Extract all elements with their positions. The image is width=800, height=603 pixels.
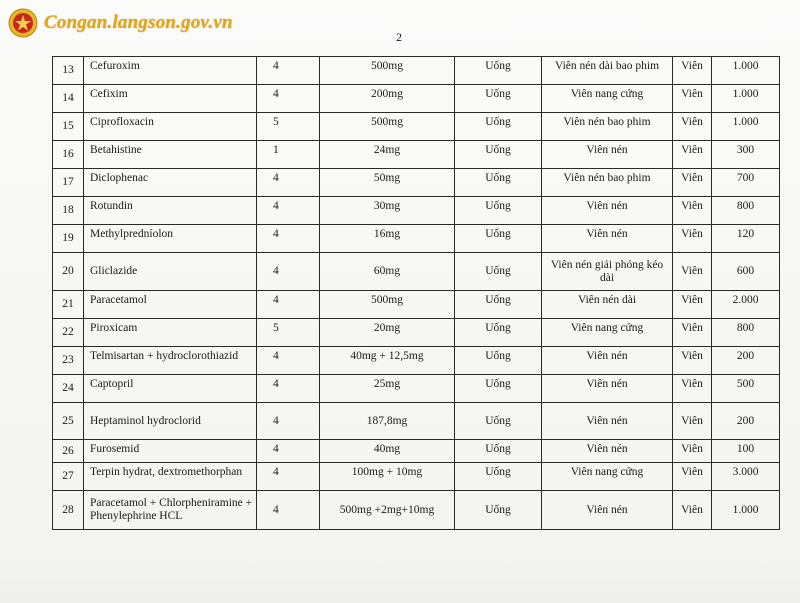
cell-route: Uống [455,169,542,197]
cell-stt: 16 [53,141,84,169]
watermark [8,6,233,40]
cell-unit: Viên [673,113,712,141]
cell-unit: Viên [673,85,712,113]
cell-stt: 14 [53,85,84,113]
cell-form: Viên nén dài bao phim [542,57,673,85]
cell-route: Uống [455,347,542,375]
cell-qty: 800 [712,319,780,347]
cell-name: Cefixim [84,85,257,113]
cell-stt: 19 [53,225,84,253]
cell-form: Viên nang cứng [542,319,673,347]
cell-qty: 2.000 [712,291,780,319]
cell-conc: 200mg [320,85,455,113]
cell-route: Uống [455,85,542,113]
cell-qty: 800 [712,197,780,225]
cell-qty: 1.000 [712,57,780,85]
cell-route: Uống [455,491,542,530]
cell-form: Viên nén [542,403,673,440]
police-emblem-icon [8,8,38,38]
cell-qty: 120 [712,225,780,253]
table-row [53,113,780,141]
cell-form: Viên nén [542,225,673,253]
cell-group: 4 [257,57,320,85]
cell-route: Uống [455,319,542,347]
cell-route: Uống [455,463,542,491]
cell-group: 4 [257,463,320,491]
table-row [53,225,780,253]
cell-unit: Viên [673,169,712,197]
table-row [53,347,780,375]
cell-conc: 25mg [320,375,455,403]
cell-unit: Viên [673,403,712,440]
cell-name: Captopril [84,375,257,403]
cell-group: 4 [257,491,320,530]
cell-qty: 500 [712,375,780,403]
cell-conc: 500mg [320,291,455,319]
cell-stt: 21 [53,291,84,319]
table-row [53,491,780,530]
cell-name: Betahistine [84,141,257,169]
cell-form: Viên nén [542,197,673,225]
cell-stt: 15 [53,113,84,141]
cell-stt: 23 [53,347,84,375]
cell-stt: 22 [53,319,84,347]
cell-group: 5 [257,319,320,347]
cell-unit: Viên [673,225,712,253]
cell-route: Uống [455,197,542,225]
table-row [53,403,780,440]
cell-qty: 700 [712,169,780,197]
cell-conc: 500mg [320,57,455,85]
cell-route: Uống [455,225,542,253]
table-row [53,440,780,463]
cell-conc: 60mg [320,253,455,291]
cell-unit: Viên [673,491,712,530]
cell-group: 4 [257,347,320,375]
cell-conc: 50mg [320,169,455,197]
cell-conc: 30mg [320,197,455,225]
cell-group: 4 [257,375,320,403]
cell-route: Uống [455,440,542,463]
cell-stt: 18 [53,197,84,225]
cell-conc: 16mg [320,225,455,253]
cell-group: 4 [257,197,320,225]
cell-route: Uống [455,57,542,85]
cell-qty: 300 [712,141,780,169]
cell-group: 5 [257,113,320,141]
cell-unit: Viên [673,347,712,375]
cell-form: Viên nén giải phóng kéo dài [542,253,673,291]
page-number: 2 [396,30,402,44]
table-row [53,319,780,347]
table-row [53,291,780,319]
cell-name: Diclophenac [84,169,257,197]
cell-stt: 20 [53,253,84,291]
cell-group: 4 [257,291,320,319]
cell-stt: 17 [53,169,84,197]
cell-group: 4 [257,253,320,291]
cell-route: Uống [455,403,542,440]
cell-conc: 500mg [320,113,455,141]
cell-form: Viên nang cứng [542,463,673,491]
cell-name: Ciprofloxacin [84,113,257,141]
cell-form: Viên nén [542,440,673,463]
cell-name: Methylpredníolon [84,225,257,253]
table-row [53,169,780,197]
cell-group: 4 [257,440,320,463]
cell-qty: 100 [712,440,780,463]
cell-unit: Viên [673,440,712,463]
cell-name: Terpin hydrat, dextromethorphan [84,463,257,491]
cell-name: Paracetamol [84,291,257,319]
cell-stt: 25 [53,403,84,440]
cell-group: 4 [257,169,320,197]
cell-form: Viên nén [542,491,673,530]
table-row [53,375,780,403]
cell-route: Uống [455,141,542,169]
cell-qty: 1.000 [712,113,780,141]
cell-conc: 40mg + 12,5mg [320,347,455,375]
cell-stt: 27 [53,463,84,491]
cell-route: Uống [455,113,542,141]
cell-name: Paracetamol + Chlorpheniramine + Phenylephrine HCL [84,491,257,530]
cell-group: 4 [257,225,320,253]
cell-unit: Viên [673,57,712,85]
cell-unit: Viên [673,375,712,403]
cell-form: Viên nang cứng [542,85,673,113]
cell-unit: Viên [673,197,712,225]
cell-conc: 40mg [320,440,455,463]
table-row [53,463,780,491]
cell-group: 1 [257,141,320,169]
cell-stt: 26 [53,440,84,463]
table-row [53,197,780,225]
cell-qty: 3.000 [712,463,780,491]
cell-name: Gliclazide [84,253,257,291]
cell-qty: 200 [712,347,780,375]
table-row [53,85,780,113]
cell-unit: Viên [673,463,712,491]
table-row [53,253,780,291]
cell-route: Uống [455,375,542,403]
cell-form: Viên nén bao phim [542,113,673,141]
cell-unit: Viên [673,319,712,347]
cell-qty: 1.000 [712,85,780,113]
cell-name: Heptaminol hydroclorid [84,403,257,440]
watermark-text: Congan.langson.gov.vn [44,12,233,33]
cell-stt: 13 [53,57,84,85]
cell-group: 4 [257,403,320,440]
drug-table [52,56,780,530]
cell-form: Viên nén [542,347,673,375]
cell-name: Telmisartan + hydroclorothiazid [84,347,257,375]
cell-stt: 24 [53,375,84,403]
cell-group: 4 [257,85,320,113]
cell-stt: 28 [53,491,84,530]
cell-conc: 100mg + 10mg [320,463,455,491]
table-row [53,57,780,85]
cell-qty: 600 [712,253,780,291]
cell-name: Cefuroxim [84,57,257,85]
cell-unit: Viên [673,291,712,319]
cell-form: Viên nén dài [542,291,673,319]
cell-name: Piroxicam [84,319,257,347]
cell-form: Viên nén [542,141,673,169]
cell-form: Viên nén bao phim [542,169,673,197]
cell-form: Viên nén [542,375,673,403]
cell-conc: 24mg [320,141,455,169]
cell-conc: 187,8mg [320,403,455,440]
cell-unit: Viên [673,141,712,169]
cell-qty: 1.000 [712,491,780,530]
cell-qty: 200 [712,403,780,440]
cell-route: Uống [455,291,542,319]
cell-name: Furosemid [84,440,257,463]
cell-name: Rotundin [84,197,257,225]
cell-conc: 20mg [320,319,455,347]
cell-conc: 500mg +2mg+10mg [320,491,455,530]
cell-unit: Viên [673,253,712,291]
cell-route: Uống [455,253,542,291]
page-edge-shadow [0,560,800,603]
table-row [53,141,780,169]
